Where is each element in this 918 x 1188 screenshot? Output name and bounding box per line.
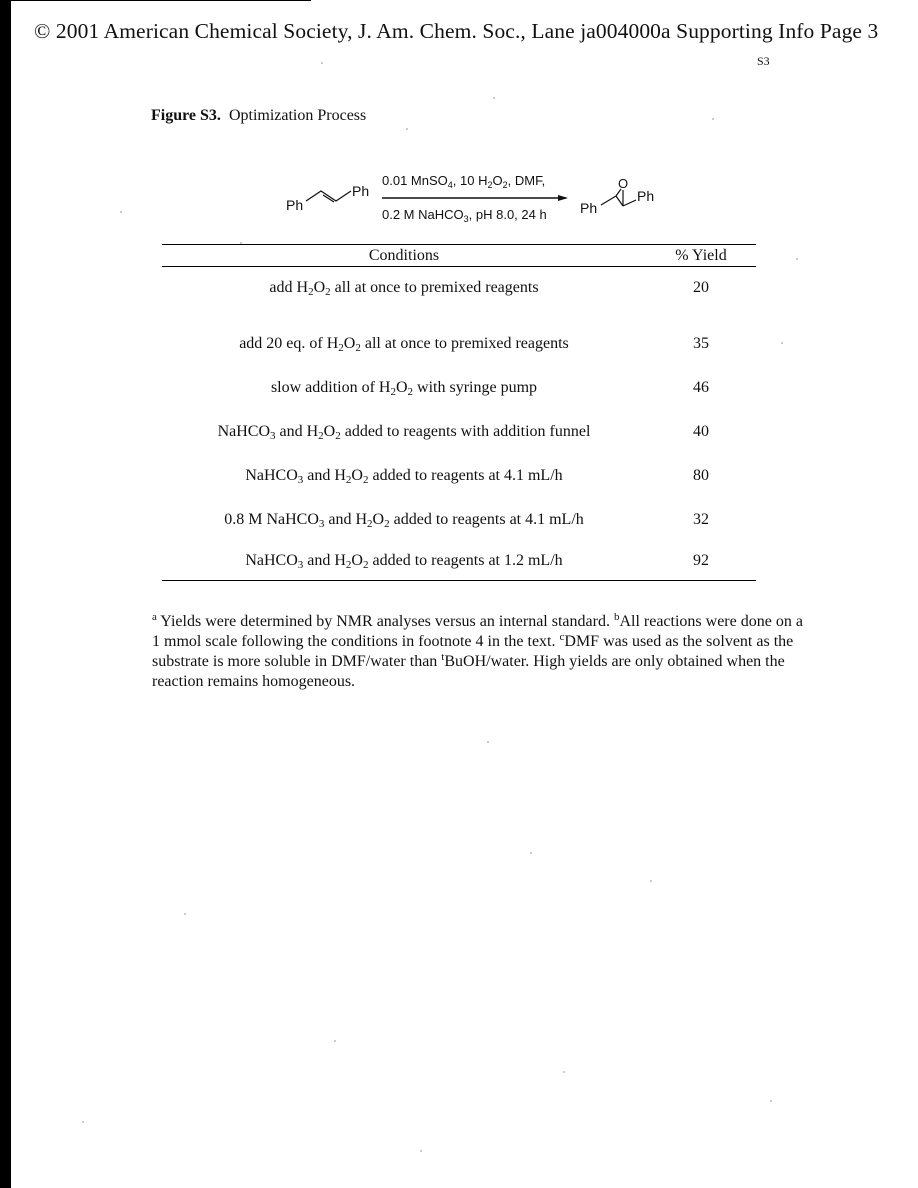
scan-speck [334, 1040, 336, 1042]
table-row [162, 542, 756, 581]
yield-cell: 80 [693, 467, 709, 484]
optimization-table [162, 244, 756, 581]
page-tag: S3 [757, 54, 770, 68]
page-header [34, 19, 878, 44]
product-ring-bond [616, 196, 623, 206]
condition-cell: add 20 eq. of $H_2O_2$ all at once to premixed reagents [239, 335, 569, 354]
table-row [162, 410, 756, 454]
product-ph-left: Ph [580, 200, 598, 216]
substrate-ph-left: Ph [286, 197, 304, 213]
scan-speck [650, 880, 652, 882]
yield-cell: 32 [693, 511, 709, 528]
table-row [162, 498, 756, 542]
substrate-bond-line [306, 191, 351, 201]
yield-cell: 20 [693, 279, 709, 296]
header-conditions: Conditions [162, 245, 646, 267]
scan-left-edge [0, 0, 11, 1188]
figure-label: Figure S3. [151, 107, 221, 124]
reaction-scheme [270, 165, 690, 227]
scan-speck [781, 342, 783, 344]
yield-cell: 46 [693, 379, 709, 396]
product-oxygen: O [618, 176, 629, 191]
scan-speck [82, 1121, 84, 1123]
scan-top-edge [11, 0, 311, 1]
table-row [162, 322, 756, 366]
footnote-mark-b: b [613, 611, 620, 623]
scan-speck [712, 118, 714, 120]
footnote-mark-a: a [152, 611, 157, 623]
condition-cell: 0.8 M NaHCO$_3$ and $H_2O_2$ added to reagents at 4.1 mL/h [224, 511, 584, 530]
scan-speck [493, 97, 495, 99]
scan-speck [406, 128, 408, 130]
yield-cell: 40 [693, 423, 709, 440]
reaction-arrowhead [558, 195, 568, 201]
scan-speck [120, 211, 122, 213]
conditions-below: 0.2 M NaHCO$_3$, pH 8.0, 24 h [382, 207, 547, 224]
substrate-ph-right: Ph [352, 183, 370, 199]
header-yield: % Yield [646, 245, 756, 267]
product-bond-left [601, 196, 616, 205]
scan-speck [420, 1150, 422, 1152]
figure-title [151, 107, 366, 125]
conditions-above: 0.01 MnSO$_4$, 10 $H_2O_2$, DMF, [382, 173, 546, 190]
footnote-mark-t: t [441, 651, 445, 663]
table-row [162, 267, 756, 323]
scan-speck [487, 741, 489, 743]
scan-speck [796, 258, 798, 260]
condition-cell: NaHCO$_3$ and $H_2O_2$ added to reagents at 1.2 mL/h [162, 542, 646, 581]
table-footnote [152, 612, 812, 692]
figure-caption: Optimization Process [228, 107, 367, 124]
condition-cell: NaHCO$_3$ and $H_2O_2$ added to reagents with addition funnel [217, 423, 591, 442]
product-ph-right: Ph [637, 188, 655, 204]
condition-cell: add $H_2O_2$ all at once to premixed reagents [269, 279, 539, 298]
table-header-row [162, 245, 756, 267]
scan-speck [770, 1100, 772, 1102]
scan-speck [184, 913, 186, 915]
table-row [162, 454, 756, 498]
condition-cell: slow addition of $H_2O_2$ with syringe pump [270, 379, 538, 398]
scan-speck [321, 62, 323, 64]
copyright-symbol: © [34, 19, 51, 43]
product-bond-right [623, 200, 636, 206]
scan-speck [240, 242, 242, 244]
scan-speck [563, 1071, 565, 1073]
yield-cell: 35 [693, 335, 709, 352]
citation-text: 2001 American Chemical Society, J. Am. Chem. Soc., Lane ja004000a Supporting Info Page 3 [55, 19, 879, 43]
footnote-text: $^a$ Yields were determined by NMR analyses versus an internal standard. $^b$All reactions were done on a 1 mmol scale following the conditions in footnote 4 in the text. $^c$DMF was used as the solvent as the substrate is more soluble in DMF/water than $^t$BuOH/water. High yields are only obtained when the reaction remains homogeneous. [152, 611, 803, 690]
table-row [162, 366, 756, 410]
footnote-mark-c: c [559, 631, 565, 643]
condition-cell: NaHCO$_3$ and $H_2O_2$ added to reagents at 4.1 mL/h [245, 467, 563, 486]
yield-cell: 92 [646, 542, 756, 581]
scan-speck [530, 852, 532, 854]
